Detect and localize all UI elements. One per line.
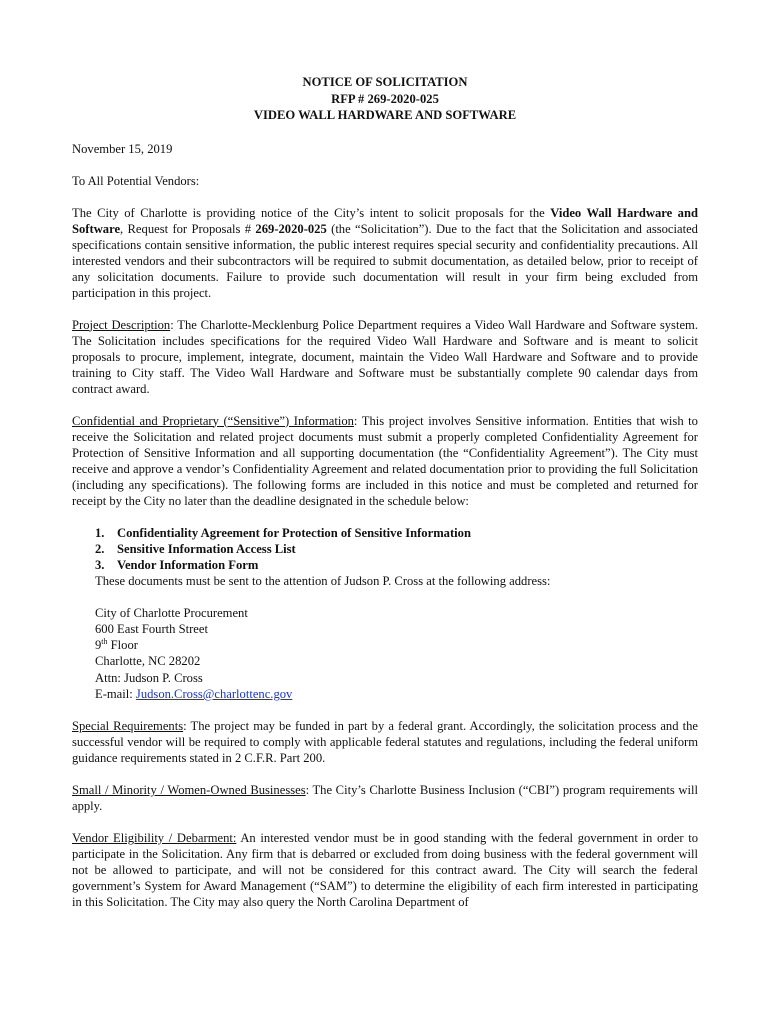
list-item-label: Vendor Information Form — [117, 557, 259, 572]
notice-date: November 15, 2019 — [72, 141, 173, 156]
required-forms-list — [95, 525, 698, 573]
vendor-eligibility-paragraph — [72, 830, 698, 910]
project-description-heading: Project Description — [72, 317, 171, 332]
salutation: To All Potential Vendors: — [72, 173, 200, 188]
special-requirements-heading: Special Requirements — [72, 719, 184, 734]
intro-rfp-number: 269-2020-025 — [255, 221, 327, 236]
floor-number: 9 — [95, 638, 102, 653]
vendor-eligibility-heading: Vendor Eligibility / Debarment: — [72, 831, 237, 846]
list-item — [95, 557, 698, 573]
confidential-heading: Confidential and Proprietary (“Sensitive”) Information — [72, 413, 354, 428]
intro-project-name: Video Wall Hardware and Software — [72, 205, 698, 236]
document-header — [72, 74, 698, 124]
small-business-body: : The City’s Charlotte Business Inclusion (“CBI”) program requirements will apply. — [72, 783, 699, 814]
address-floor — [95, 637, 698, 653]
list-item — [95, 541, 698, 557]
header-project-title: VIDEO WALL HARDWARE AND SOFTWARE — [253, 108, 517, 122]
email-link[interactable]: Judson.Cross@charlottenc.gov — [135, 686, 293, 701]
list-item-label: Sensitive Information Access List — [117, 541, 296, 556]
list-item-number: 3. — [95, 557, 105, 572]
project-description-body: : The Charlotte-Mecklenburg Police Department requires a Video Wall Hardware and Software system. The Solicitation includes specifications for the required Video Wall Hardware and Software and is meant to solicit proposals to procure, implement, integrate, document, maintain the Video Wall Hardware and Software and to provide training to City staff. The Video Wall Hardware and Software must be substantially complete 90 calendar days from contract award. — [72, 317, 698, 396]
list-item-number: 1. — [95, 525, 105, 540]
address-line: Charlotte, NC 28202 — [95, 654, 201, 669]
small-business-paragraph — [72, 782, 698, 814]
project-description-paragraph — [72, 317, 698, 397]
address-email-line — [95, 686, 698, 702]
intro-text-2: , Request for Proposals # — [120, 221, 256, 236]
header-rfp-number: RFP # 269-2020-025 — [331, 91, 439, 106]
address-line: City of Charlotte Procurement — [95, 605, 248, 620]
list-item-label: Confidentiality Agreement for Protection of Sensitive Information — [117, 525, 471, 540]
intro-text-1: The City of Charlotte is providing notice of the City’s intent to solicit proposals for the — [72, 205, 551, 220]
confidential-body: : This project involves Sensitive information. Entities that wish to receive the Solicitation and related project documents must submit a properly completed Confidentiality Agreement for Protection of Sensitive Information and all supporting documentation (the “Confidentiality Agreement”). The City must receive and approve a vendor’s Confidentiality Agreement and related documentation prior to providing the full Solicitation (including any specifications). The following forms are included in this notice and must be completed and returned for receipt by the City no later than the deadline designated in the schedule below: — [72, 413, 698, 508]
list-item-number: 2. — [95, 541, 105, 556]
confidential-paragraph — [72, 413, 698, 509]
address-line: 600 East Fourth Street — [95, 621, 208, 636]
mailing-address — [95, 605, 698, 703]
address-line: Attn: Judson P. Cross — [95, 670, 203, 685]
header-notice-title: NOTICE OF SOLICITATION — [302, 75, 468, 89]
floor-suffix: th — [101, 636, 108, 646]
list-item — [95, 525, 698, 541]
vendor-eligibility-body: An interested vendor must be in good standing with the federal government in order to participate in the Solicitation. Any firm that is debarred or excluded from doing business with the federal government will not be allowed to participate, and will not be considered for this contract award. The City will search the federal government’s System for Award Management (“SAM”) to determine the eligibility of each firm interested in participating in this Solicitation. The City may also query the North Carolina Department of — [72, 831, 698, 910]
forms-note: These documents must be sent to the attention of Judson P. Cross at the following address: — [95, 573, 551, 588]
document-page — [72, 74, 698, 926]
special-requirements-body: : The project may be funded in part by a federal grant. Accordingly, the solicitation process and the successful vendor will be required to comply with applicable federal statutes and regulations, including the federal uniform guidance requirements stated in 2 C.F.R. Part 200. — [72, 719, 698, 766]
intro-paragraph — [72, 205, 698, 301]
email-label: E-mail: — [95, 686, 136, 701]
floor-word: Floor — [107, 638, 138, 653]
intro-text-3: (the “Solicitation”). Due to the fact that the Solicitation and associated specifications contain sensitive information, the public interest requires special security and confidentiality precautions. All interested vendors and their subcontractors will be required to submit documentation, as detailed below, prior to receipt of any solicitation documents. Failure to provide such documentation will result in your firm being excluded from participation in this project. — [72, 221, 698, 300]
special-requirements-paragraph — [72, 718, 698, 766]
small-business-heading: Small / Minority / Women-Owned Businesses — [72, 783, 306, 798]
